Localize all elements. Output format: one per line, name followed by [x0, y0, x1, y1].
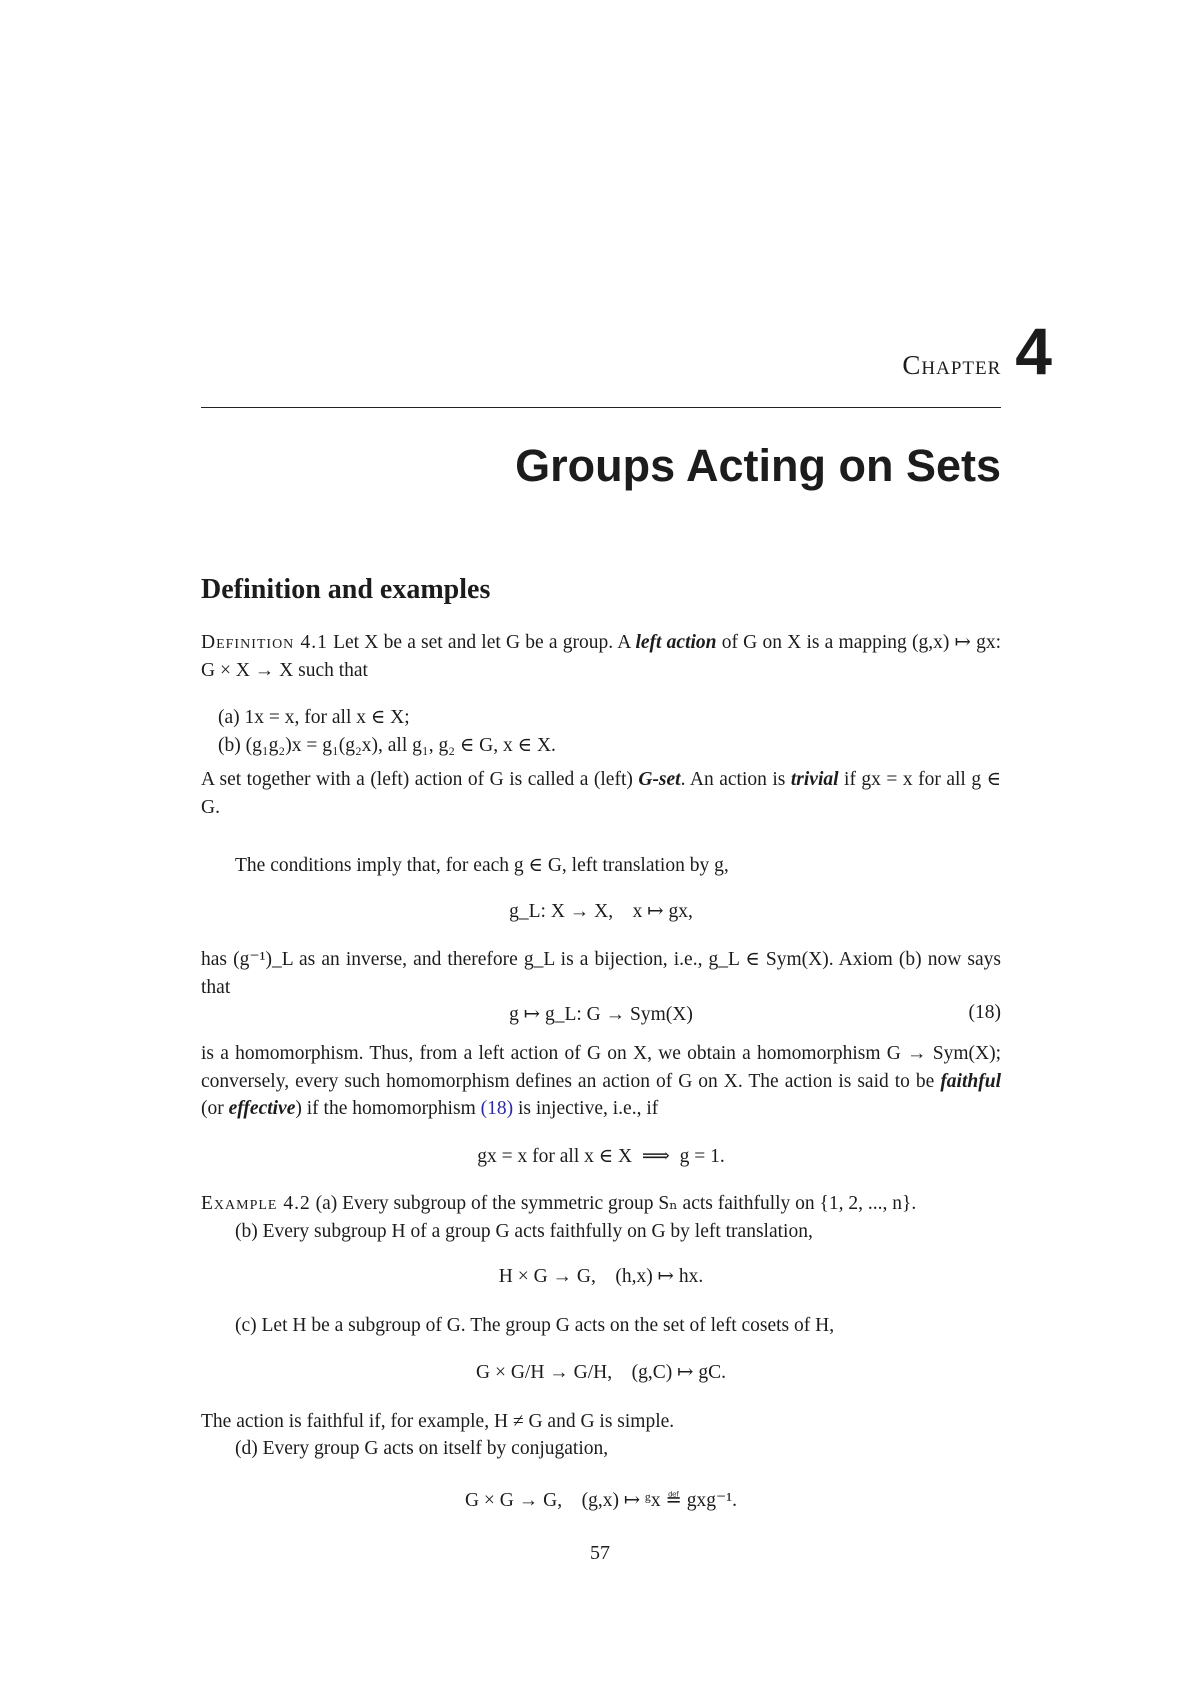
condition-a: (a) 1x = x, for all x ∈ X;: [218, 707, 410, 728]
example-c-after: The action is faithful if, for example, H ≠ G and G is simple.: [201, 1411, 675, 1432]
condition-b: (b) (g₁g₂)x = g₁(g₂x), all g₁, g₂ ∈ G, x ∈ X.: [218, 734, 556, 756]
homo-text-1: is a homomorphism. Thus, from a left action of G on X, we obtain a homomorphism G → Sym(X); conversely, every such homomorphism defines an action of G on X. The action is said to be: [201, 1043, 1001, 1092]
gset-text-2: . An action is: [680, 769, 786, 790]
inverse-paragraph: has (g⁻¹)_L as an inverse, and therefore g_L is a bijection, i.e., g_L ∈ Sym(X). Axiom (b) now says that: [201, 949, 1001, 998]
definition-lead: Let X be a set and let G be a group. A: [333, 632, 631, 653]
homo-text-4: is injective, i.e., if: [517, 1098, 659, 1119]
gset-text-3: if gx = x for all g ∈ G.: [201, 769, 1002, 818]
effective-term: effective: [228, 1098, 296, 1119]
chapter-number: 4: [1015, 314, 1052, 388]
display-equation-translation: g_L: X → X, x ↦ gx,: [509, 901, 693, 922]
display-equation-left-translation: H × G → G, (h,x) ↦ hx.: [498, 1266, 704, 1287]
example-d: (d) Every group G acts on itself by conjugation,: [235, 1438, 609, 1459]
section-title: Definition and examples: [201, 574, 491, 605]
example-label: Example 4.2: [201, 1193, 311, 1214]
definition-paragraph: [201, 629, 1001, 684]
definition-label: Definition 4.1: [201, 632, 328, 653]
chapter-title: Groups Acting on Sets: [515, 440, 1001, 491]
gset-term: G-set: [638, 769, 681, 790]
example-b: (b) Every subgroup H of a group G acts faithfully on G by left translation,: [235, 1221, 813, 1242]
faithful-term: faithful: [940, 1070, 1001, 1092]
gset-text-1: A set together with a (left) action of G is called a (left): [201, 769, 633, 790]
homomorphism-paragraph: [201, 1040, 1001, 1123]
display-equation-cosets: G × G/H → G/H, (g,C) ↦ gC.: [476, 1362, 726, 1383]
homo-text-3: ) if the homomorphism: [295, 1098, 476, 1119]
chapter-word: Chapter: [902, 350, 1002, 380]
display-equation-18: g ↦ g_L: G → Sym(X): [509, 1004, 693, 1025]
chapter-heading: [902, 314, 1052, 388]
display-equation-conjugation: G × G → G, (g,x) ↦ ᵍx ≝ gxg⁻¹.: [464, 1490, 738, 1511]
definition-conditions: [218, 704, 556, 759]
equation-ref-link[interactable]: (18): [480, 1098, 514, 1119]
homo-text-2: (or: [201, 1098, 224, 1119]
chapter-rule: [201, 407, 1001, 408]
definition-term: left action: [635, 632, 717, 653]
equation-number: (18): [968, 1002, 1001, 1023]
example-a: (a) Every subgroup of the symmetric group Sₙ acts faithfully on {1, 2, ..., n}.: [315, 1193, 917, 1214]
page-number: 57: [590, 1542, 610, 1564]
translation-paragraph: The conditions imply that, for each g ∈ G, left translation by g,: [235, 855, 729, 876]
example-paragraph-a: [201, 1190, 1001, 1218]
definition-rest: of G on X is a mapping (g,x) ↦ gx: G × X → X such that: [201, 632, 1002, 681]
trivial-term: trivial: [790, 769, 839, 790]
gset-paragraph: [201, 766, 1001, 821]
example-c: (c) Let H be a subgroup of G. The group G acts on the set of left cosets of H,: [235, 1315, 835, 1336]
display-equation-faithful: gx = x for all x ∈ X ⟹ g = 1.: [477, 1146, 725, 1167]
